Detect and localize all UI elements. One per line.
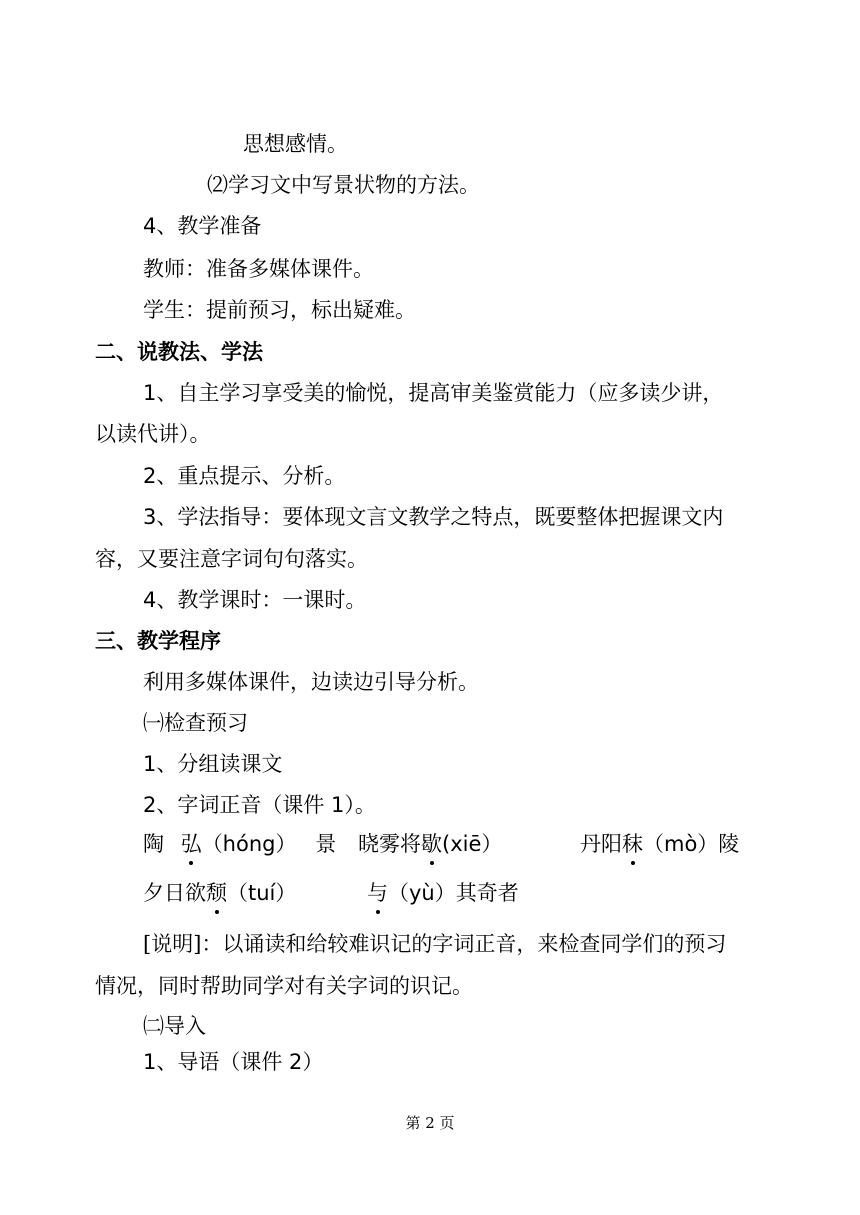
dotted-char: 弘 <box>181 829 202 859</box>
pinyin: （yù）其奇者 <box>388 881 519 905</box>
pinyin-row <box>367 878 519 908</box>
text-line: 利用多媒体课件，边读边引导分析。 <box>143 670 479 694</box>
pinyin: （mò）陵 <box>643 832 740 856</box>
pinyin: (xiē） <box>442 832 503 856</box>
pinyin-row <box>143 829 336 859</box>
section-heading: 二、说教法、学法 <box>95 340 263 364</box>
dotted-char: 歇 <box>421 829 442 859</box>
text-line: 3、学法指导：要体现文言文教学之特点，既要整体把握课文内 <box>143 505 724 529</box>
text-line: 教师：准备多媒体课件。 <box>143 257 374 281</box>
pinyin: （hóng） <box>201 832 297 856</box>
text-line: 4、教学课时：一课时。 <box>143 588 367 612</box>
pinyin-row <box>358 829 502 859</box>
note-line: [说明]：以诵读和给较难识记的字词正音，来检查同学们的预习 <box>143 932 727 956</box>
text-line: 思想感情。 <box>243 132 348 156</box>
text-line: 1、自主学习享受美的愉悦，提高审美鉴赏能力（应多读少讲， <box>143 381 724 405</box>
text-line: 1、分组读课文 <box>143 752 283 776</box>
pinyin-row <box>143 878 296 908</box>
text-line: ㈡导入 <box>143 1014 206 1038</box>
text-line: 1、导语（课件 2） <box>143 1050 324 1074</box>
text-line: 2、重点提示、分析。 <box>143 464 346 488</box>
word: 陶 <box>143 832 164 856</box>
word: 晓雾将 <box>358 832 421 856</box>
text-line: 以读代讲）。 <box>95 422 211 446</box>
pinyin-row <box>580 829 739 859</box>
page-number: 第 2 页 <box>405 1114 455 1132</box>
text-line: ⑵学习文中写景状物的方法。 <box>207 173 480 197</box>
word: 景 <box>315 832 337 856</box>
text-line: 2、字词正音（课件 1）。 <box>143 793 376 817</box>
dotted-char: 颓 <box>206 878 227 908</box>
text-line: 学生：提前预习，标出疑难。 <box>143 298 416 322</box>
section-heading: 三、教学程序 <box>95 629 221 653</box>
note-line: 情况，同时帮助同学对有关字词的识记。 <box>95 974 473 998</box>
word: 夕日欲 <box>143 881 206 905</box>
dotted-char: 与 <box>367 878 388 908</box>
text-line: 容，又要注意字词句句落实。 <box>95 547 368 571</box>
text-line: 4、教学准备 <box>143 214 262 238</box>
pinyin: （tuí） <box>227 881 297 905</box>
text-line: ㈠检查预习 <box>143 711 248 735</box>
dotted-char: 秣 <box>622 829 643 859</box>
word: 丹阳 <box>580 832 622 856</box>
